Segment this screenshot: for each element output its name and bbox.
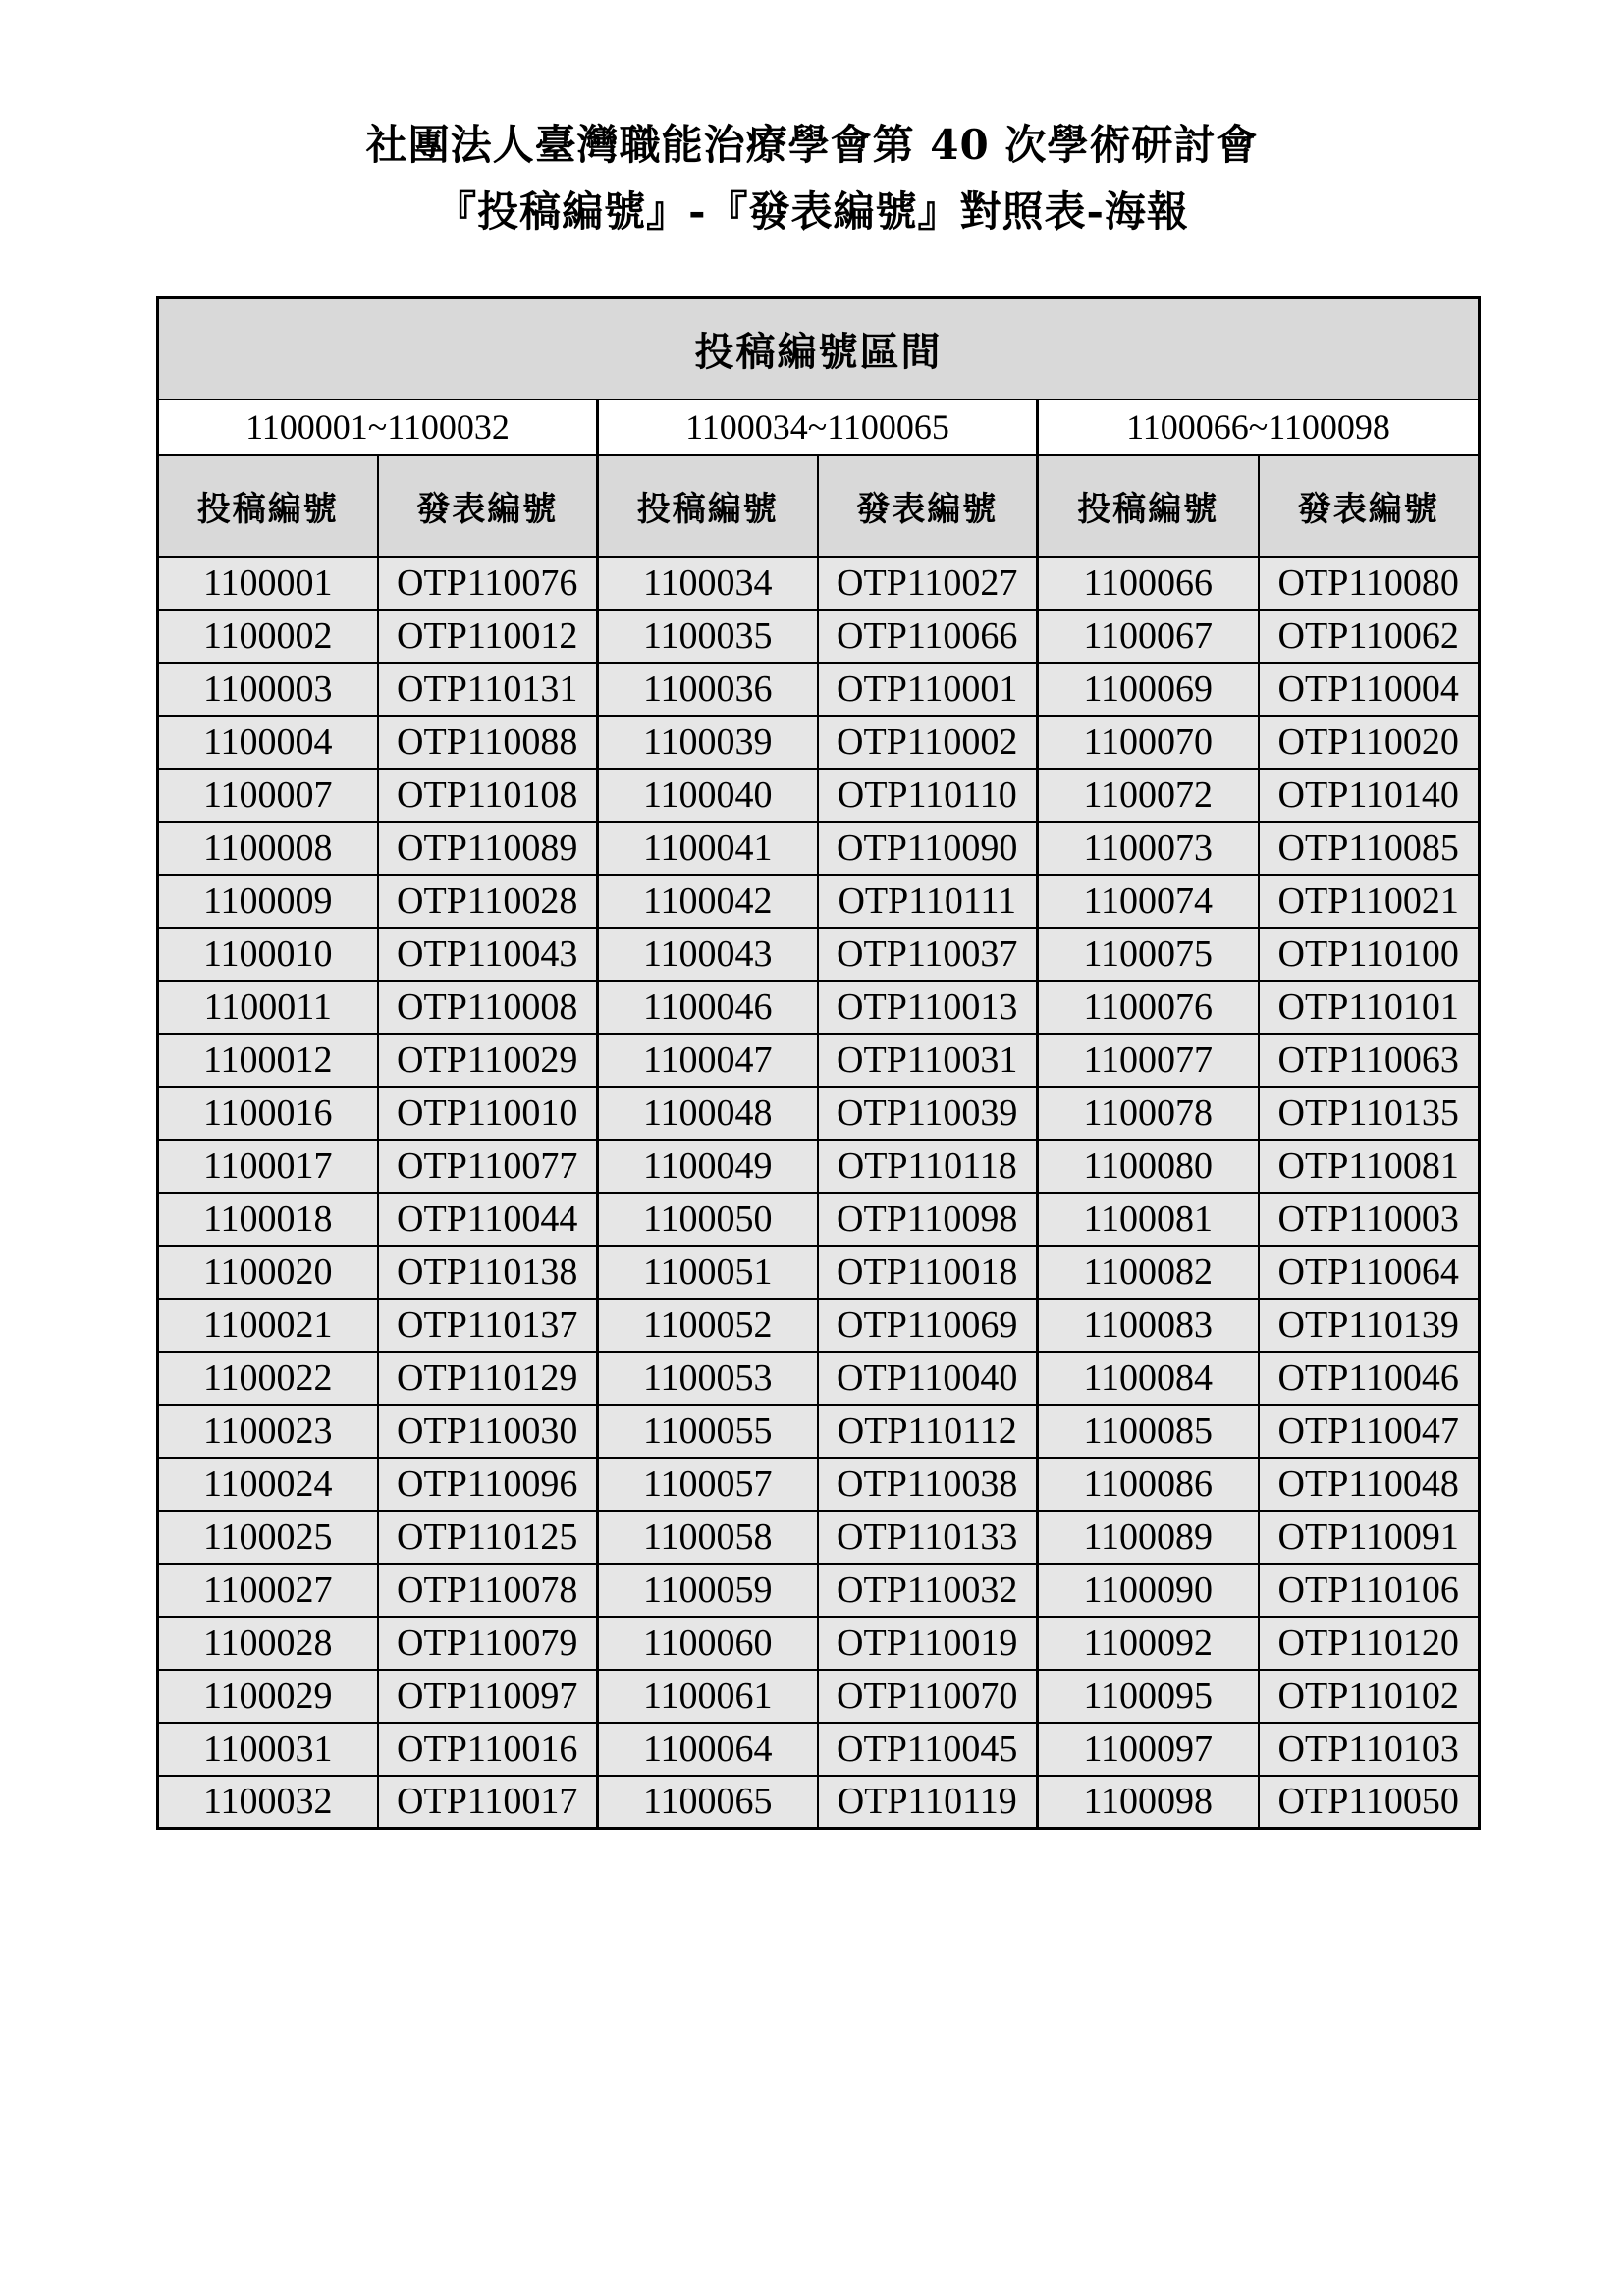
submission-number-cell: 1100042 <box>598 875 818 928</box>
submission-number-cell: 1100040 <box>598 769 818 822</box>
submission-number-cell: 1100003 <box>158 663 378 716</box>
presentation-number-cell: OTP110040 <box>818 1352 1038 1405</box>
submission-number-cell: 1100082 <box>1038 1246 1259 1299</box>
presentation-number-cell: OTP110078 <box>378 1564 598 1617</box>
presentation-number-cell: OTP110070 <box>818 1670 1038 1723</box>
submission-number-cell: 1100083 <box>1038 1299 1259 1352</box>
presentation-number-cell: OTP110138 <box>378 1246 598 1299</box>
submission-number-cell: 1100055 <box>598 1405 818 1458</box>
submission-number-cell: 1100004 <box>158 716 378 769</box>
submission-number-cell: 1100048 <box>598 1087 818 1140</box>
table-row <box>158 1776 1480 1829</box>
submission-number-cell: 1100021 <box>158 1299 378 1352</box>
presentation-number-cell: OTP110103 <box>1259 1723 1480 1776</box>
submission-number-cell: 1100008 <box>158 822 378 875</box>
table-row <box>158 1246 1480 1299</box>
presentation-number-cell: OTP110018 <box>818 1246 1038 1299</box>
column-header-row <box>158 455 1480 557</box>
table-row <box>158 1140 1480 1193</box>
submission-number-cell: 1100002 <box>158 610 378 663</box>
presentation-number-cell: OTP110029 <box>378 1034 598 1087</box>
presentation-number-cell: OTP110027 <box>818 557 1038 610</box>
number-lookup-table <box>156 296 1481 1830</box>
presentation-number-cell: OTP110080 <box>1259 557 1480 610</box>
submission-number-cell: 1100051 <box>598 1246 818 1299</box>
presentation-number-cell: OTP110069 <box>818 1299 1038 1352</box>
submission-number-cell: 1100041 <box>598 822 818 875</box>
presentation-number-cell: OTP110044 <box>378 1193 598 1246</box>
submission-number-cell: 1100098 <box>1038 1776 1259 1829</box>
table-row <box>158 1617 1480 1670</box>
submission-number-cell: 1100057 <box>598 1458 818 1511</box>
submission-number-cell: 1100084 <box>1038 1352 1259 1405</box>
submission-number-cell: 1100069 <box>1038 663 1259 716</box>
submission-number-cell: 1100036 <box>598 663 818 716</box>
submission-number-cell: 1100011 <box>158 981 378 1034</box>
presentation-number-cell: OTP110129 <box>378 1352 598 1405</box>
table-row <box>158 1193 1480 1246</box>
presentation-number-cell: OTP110140 <box>1259 769 1480 822</box>
presentation-number-cell: OTP110043 <box>378 928 598 981</box>
table-row <box>158 1723 1480 1776</box>
submission-number-cell: 1100058 <box>598 1511 818 1564</box>
submission-number-cell: 1100067 <box>1038 610 1259 663</box>
presentation-number-cell: OTP110118 <box>818 1140 1038 1193</box>
presentation-number-cell: OTP110021 <box>1259 875 1480 928</box>
presentation-number-cell: OTP110112 <box>818 1405 1038 1458</box>
submission-number-cell: 1100035 <box>598 610 818 663</box>
column-header-submission-number: 投稿編號 <box>158 455 378 557</box>
submission-number-cell: 1100070 <box>1038 716 1259 769</box>
submission-number-cell: 1100049 <box>598 1140 818 1193</box>
presentation-number-cell: OTP110137 <box>378 1299 598 1352</box>
presentation-number-cell: OTP110047 <box>1259 1405 1480 1458</box>
submission-number-cell: 1100034 <box>598 557 818 610</box>
presentation-number-cell: OTP110102 <box>1259 1670 1480 1723</box>
submission-number-cell: 1100012 <box>158 1034 378 1087</box>
presentation-number-cell: OTP110030 <box>378 1405 598 1458</box>
submission-number-cell: 1100028 <box>158 1617 378 1670</box>
presentation-number-cell: OTP110028 <box>378 875 598 928</box>
presentation-number-cell: OTP110079 <box>378 1617 598 1670</box>
submission-number-cell: 1100073 <box>1038 822 1259 875</box>
document-title <box>0 112 1624 245</box>
submission-number-cell: 1100027 <box>158 1564 378 1617</box>
column-header-presentation-number: 發表編號 <box>1259 455 1480 557</box>
presentation-number-cell: OTP110064 <box>1259 1246 1480 1299</box>
table-row <box>158 1458 1480 1511</box>
table-title: 投稿編號區間 <box>158 298 1480 400</box>
submission-number-cell: 1100061 <box>598 1670 818 1723</box>
submission-number-cell: 1100090 <box>1038 1564 1259 1617</box>
submission-number-cell: 1100075 <box>1038 928 1259 981</box>
presentation-number-cell: OTP110032 <box>818 1564 1038 1617</box>
submission-number-cell: 1100010 <box>158 928 378 981</box>
table-row <box>158 875 1480 928</box>
submission-number-cell: 1100043 <box>598 928 818 981</box>
presentation-number-cell: OTP110108 <box>378 769 598 822</box>
presentation-number-cell: OTP110120 <box>1259 1617 1480 1670</box>
table-row <box>158 1564 1480 1617</box>
submission-number-cell: 1100078 <box>1038 1087 1259 1140</box>
submission-number-cell: 1100065 <box>598 1776 818 1829</box>
submission-number-cell: 1100077 <box>1038 1034 1259 1087</box>
submission-number-cell: 1100081 <box>1038 1193 1259 1246</box>
submission-number-cell: 1100024 <box>158 1458 378 1511</box>
table-row <box>158 663 1480 716</box>
submission-number-cell: 1100017 <box>158 1140 378 1193</box>
title-line-1: 社團法人臺灣職能治療學會第 40 次學術研討會 <box>365 121 1259 169</box>
table-row <box>158 557 1480 610</box>
presentation-number-cell: OTP110081 <box>1259 1140 1480 1193</box>
presentation-number-cell: OTP110039 <box>818 1087 1038 1140</box>
table-row <box>158 769 1480 822</box>
submission-number-cell: 1100009 <box>158 875 378 928</box>
presentation-number-cell: OTP110097 <box>378 1670 598 1723</box>
presentation-number-cell: OTP110002 <box>818 716 1038 769</box>
range-label: 1100034~1100065 <box>598 400 1038 455</box>
submission-number-cell: 1100059 <box>598 1564 818 1617</box>
presentation-number-cell: OTP110119 <box>818 1776 1038 1829</box>
presentation-number-cell: OTP110001 <box>818 663 1038 716</box>
table-row <box>158 928 1480 981</box>
presentation-number-cell: OTP110089 <box>378 822 598 875</box>
presentation-number-cell: OTP110125 <box>378 1511 598 1564</box>
submission-number-cell: 1100001 <box>158 557 378 610</box>
presentation-number-cell: OTP110003 <box>1259 1193 1480 1246</box>
table-row <box>158 716 1480 769</box>
submission-number-cell: 1100064 <box>598 1723 818 1776</box>
presentation-number-cell: OTP110091 <box>1259 1511 1480 1564</box>
range-label: 1100066~1100098 <box>1038 400 1480 455</box>
table-row <box>158 1511 1480 1564</box>
submission-number-cell: 1100092 <box>1038 1617 1259 1670</box>
column-header-submission-number: 投稿編號 <box>1038 455 1259 557</box>
submission-number-cell: 1100047 <box>598 1034 818 1087</box>
presentation-number-cell: OTP110090 <box>818 822 1038 875</box>
submission-number-cell: 1100076 <box>1038 981 1259 1034</box>
submission-number-cell: 1100066 <box>1038 557 1259 610</box>
submission-number-cell: 1100080 <box>1038 1140 1259 1193</box>
range-row <box>158 400 1480 455</box>
submission-number-cell: 1100031 <box>158 1723 378 1776</box>
presentation-number-cell: OTP110111 <box>818 875 1038 928</box>
presentation-number-cell: OTP110135 <box>1259 1087 1480 1140</box>
presentation-number-cell: OTP110019 <box>818 1617 1038 1670</box>
table-row <box>158 1299 1480 1352</box>
presentation-number-cell: OTP110046 <box>1259 1352 1480 1405</box>
submission-number-cell: 1100052 <box>598 1299 818 1352</box>
title-line-2: 『投稿編號』-『發表編號』對照表-海報 <box>435 187 1189 236</box>
presentation-number-cell: OTP110085 <box>1259 822 1480 875</box>
table-body <box>158 557 1480 1829</box>
table-row <box>158 1352 1480 1405</box>
submission-number-cell: 1100046 <box>598 981 818 1034</box>
presentation-number-cell: OTP110101 <box>1259 981 1480 1034</box>
submission-number-cell: 1100020 <box>158 1246 378 1299</box>
presentation-number-cell: OTP110048 <box>1259 1458 1480 1511</box>
presentation-number-cell: OTP110012 <box>378 610 598 663</box>
submission-number-cell: 1100060 <box>598 1617 818 1670</box>
presentation-number-cell: OTP110013 <box>818 981 1038 1034</box>
submission-number-cell: 1100089 <box>1038 1511 1259 1564</box>
submission-number-cell: 1100072 <box>1038 769 1259 822</box>
presentation-number-cell: OTP110017 <box>378 1776 598 1829</box>
presentation-number-cell: OTP110096 <box>378 1458 598 1511</box>
presentation-number-cell: OTP110010 <box>378 1087 598 1140</box>
submission-number-cell: 1100074 <box>1038 875 1259 928</box>
presentation-number-cell: OTP110077 <box>378 1140 598 1193</box>
submission-number-cell: 1100022 <box>158 1352 378 1405</box>
presentation-number-cell: OTP110008 <box>378 981 598 1034</box>
presentation-number-cell: OTP110063 <box>1259 1034 1480 1087</box>
presentation-number-cell: OTP110004 <box>1259 663 1480 716</box>
column-header-presentation-number: 發表編號 <box>818 455 1038 557</box>
range-label: 1100001~1100032 <box>158 400 598 455</box>
submission-number-cell: 1100050 <box>598 1193 818 1246</box>
presentation-number-cell: OTP110038 <box>818 1458 1038 1511</box>
presentation-number-cell: OTP110045 <box>818 1723 1038 1776</box>
submission-number-cell: 1100095 <box>1038 1670 1259 1723</box>
presentation-number-cell: OTP110100 <box>1259 928 1480 981</box>
submission-number-cell: 1100039 <box>598 716 818 769</box>
table-row <box>158 1087 1480 1140</box>
submission-number-cell: 1100025 <box>158 1511 378 1564</box>
submission-number-cell: 1100007 <box>158 769 378 822</box>
presentation-number-cell: OTP110031 <box>818 1034 1038 1087</box>
submission-number-cell: 1100085 <box>1038 1405 1259 1458</box>
column-header-submission-number: 投稿編號 <box>598 455 818 557</box>
submission-number-cell: 1100018 <box>158 1193 378 1246</box>
table-row <box>158 1405 1480 1458</box>
presentation-number-cell: OTP110016 <box>378 1723 598 1776</box>
table-row <box>158 822 1480 875</box>
submission-number-cell: 1100032 <box>158 1776 378 1829</box>
presentation-number-cell: OTP110139 <box>1259 1299 1480 1352</box>
presentation-number-cell: OTP110062 <box>1259 610 1480 663</box>
table-row <box>158 1034 1480 1087</box>
submission-number-cell: 1100016 <box>158 1087 378 1140</box>
presentation-number-cell: OTP110076 <box>378 557 598 610</box>
table-title-row <box>158 298 1480 400</box>
submission-number-cell: 1100023 <box>158 1405 378 1458</box>
submission-number-cell: 1100053 <box>598 1352 818 1405</box>
submission-number-cell: 1100029 <box>158 1670 378 1723</box>
submission-number-cell: 1100086 <box>1038 1458 1259 1511</box>
table-row <box>158 981 1480 1034</box>
table-row <box>158 610 1480 663</box>
presentation-number-cell: OTP110088 <box>378 716 598 769</box>
table-row <box>158 1670 1480 1723</box>
presentation-number-cell: OTP110037 <box>818 928 1038 981</box>
presentation-number-cell: OTP110066 <box>818 610 1038 663</box>
presentation-number-cell: OTP110131 <box>378 663 598 716</box>
presentation-number-cell: OTP110050 <box>1259 1776 1480 1829</box>
presentation-number-cell: OTP110106 <box>1259 1564 1480 1617</box>
presentation-number-cell: OTP110098 <box>818 1193 1038 1246</box>
presentation-number-cell: OTP110020 <box>1259 716 1480 769</box>
presentation-number-cell: OTP110110 <box>818 769 1038 822</box>
submission-number-cell: 1100097 <box>1038 1723 1259 1776</box>
presentation-number-cell: OTP110133 <box>818 1511 1038 1564</box>
column-header-presentation-number: 發表編號 <box>378 455 598 557</box>
